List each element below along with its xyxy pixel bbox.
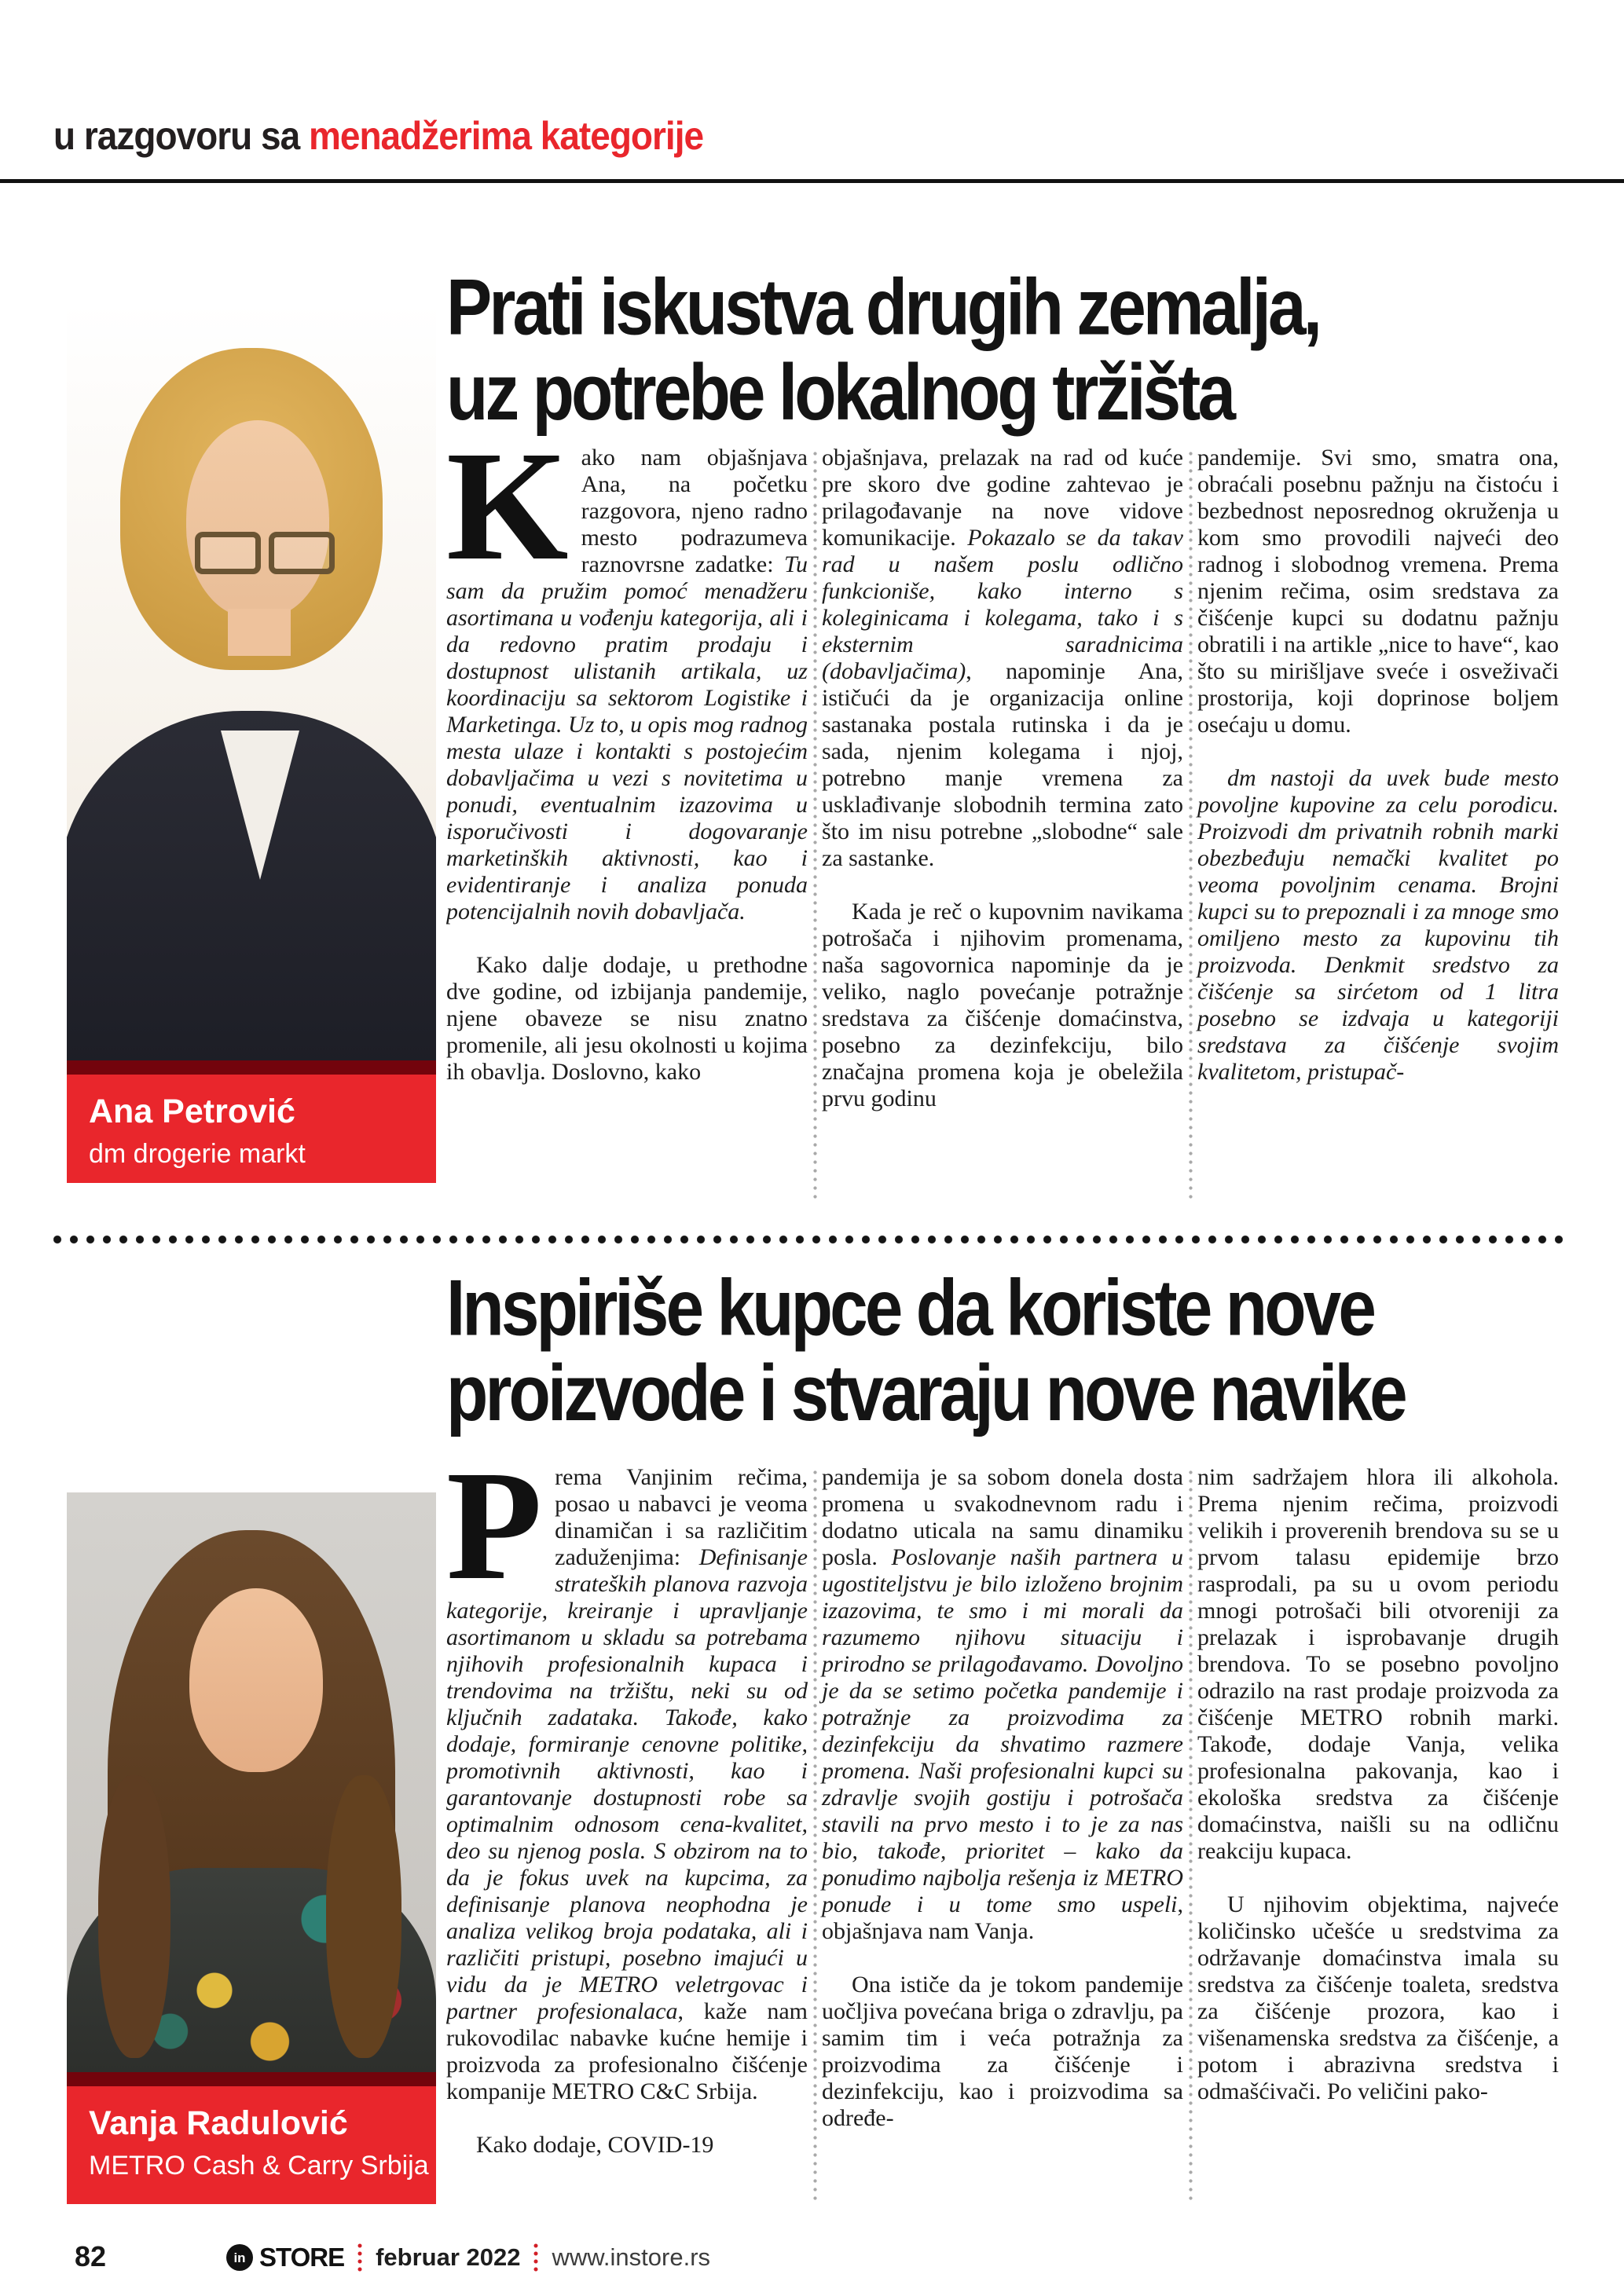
body-paragraph (446, 952, 808, 1086)
body-paragraph (1197, 445, 1559, 738)
drop-cap: K (446, 445, 569, 593)
text-run: U njihovim objektima, najveće količinsko učešće u sredstvima za održavanje domaćinstva imala su sredstva za čišćenje toaleta, sredstva za čišćenje prozora, kao i višenamenska sredstva za čišćenje, a potom i abrazivna sredstva i odmašćivači. Po veličini pako- (1197, 1891, 1559, 2104)
body-column-3 (1197, 445, 1559, 1086)
body-column-2 (822, 1464, 1183, 2132)
quote-run: Pokazalo se da takav rad u našem poslu odlično funkcioniše, kako interno s koleginicama i kolegama, tako i s eksternim saradnicima (dobavljačima) (822, 525, 1183, 684)
article-body (446, 1464, 1571, 2210)
body-column-3 (1197, 1464, 1559, 2105)
website-url: www.instore.rs (552, 2243, 711, 2271)
title-line: Inspiriše kupce da koriste nove (446, 1264, 1374, 1353)
instore-logo (226, 2243, 344, 2272)
text-run: rema Vanjinim rečima, posao u nabavci je veoma dinamičan i sa različitim zaduženjima: (555, 1464, 808, 1570)
person-caption (67, 2086, 436, 2204)
text-run: , kaže nam rukovodilac nabavke kućne hemije i proizvoda za profesionalno čišćenje kompanije METRO C&C Srbija. (446, 1998, 808, 2104)
title-line: proizvode i stvaraju nove navike (446, 1349, 1405, 1438)
person-name: Ana Petrović (89, 1093, 295, 1130)
text-run: , napominje Ana, ističući da je organizacija online sastanaka postala rutinska i da je sada, njenim kolegama i njoj, potrebno manje vremena za usklađivanje slobodnih termina zato što im nisu potrebne „slobodne“ sale za sastanke. (822, 658, 1183, 871)
page-number: 82 (75, 2240, 107, 2272)
header-rule (0, 179, 1624, 183)
body-column-1 (446, 445, 808, 1086)
instore-logo-icon: in (226, 2244, 253, 2271)
section-kicker (53, 113, 704, 158)
article-title (446, 265, 1319, 436)
text-run: objašnjava, prelazak na rad od kuće pre skoro dve godine zahtevao je prilagođavanje na nove vidove komunikacije. (822, 445, 1183, 551)
text-run: pandemije. Svi smo, smatra ona, obraćali posebnu pažnju na čistoću i bezbednost neposrednog okruženja u kom smo provodili najveći deo radnog i slobodnog vremena. Prema njenim rečima, osim sredstava za čišćenje kupci su dodatnu pažnju obratili i na artikle „nice to have“, kao što su mirišljave sveće i osveživači prostorija, koji doprinose boljem osećaju u domu. (1197, 445, 1559, 738)
footer-divider (357, 2243, 362, 2272)
neck-shape (228, 609, 291, 656)
title-line: uz potrebe lokalnog tržišta (446, 349, 1234, 438)
caption-stripe (67, 2072, 436, 2086)
instore-logo-word: STORE (259, 2243, 345, 2272)
body-column-1 (446, 1464, 808, 2159)
quote-run: Poslovanje naših partnera u ugostiteljstvu je bilo izloženo brojnim izazovima, te smo i mi morali da razumemo njihovu situaciju i prirodno se prilagođavamo. Dovoljno je da se setimo početka pandemije i potražnje za proizvodima za dezinfekciju da shvatimo razmere promena. Naši profesionalni kupci su zdravlje svojih gostiju i potrošača stavili na prvo mesto i to je za nas bio, takođe, prioritet – kako da ponudimo najbolja rešenja iz METRO ponude i u tome smo uspeli (822, 1544, 1184, 1917)
text-run: ako nam objašnjava Ana, na početku razgovora, njeno radno mesto podrazumeva raznovrsne zadatke: (581, 445, 808, 577)
caption-stripe (67, 1060, 436, 1075)
quote-run: Definisanje strateških planova razvoja kategorije, kreiranje i upravljanje asortimanom u skladu sa potrebama njihovih profesionalnih kupaca i trendovima na tržištu, neki su od ključnih zadataka. Takođe, kako dodaje, formiranje cenovne politike, promotivnih aktivnosti, kao i garantovanje dostupnosti robe sa optimalnim odnosom cena-kvalitet, deo su njenog posla. S obzirom na to da je fokus uvek na kupcima, za definisanje planova neophodna je analiza velikog broja podataka, ali i različiti pristupi, posebno imajući u vidu da je METRO veletrgovac i partner profesionalaca (446, 1544, 808, 2024)
footer-cluster (226, 2236, 710, 2280)
body-column-2 (822, 445, 1183, 1112)
text-run: pandemija je sa sobom donela dosta promena u svakodnevnom radu i dodatno uticala na samu dinamiku posla. (822, 1464, 1183, 1570)
quote-run: Tu sam da pružim pomoć menadžeru asortimana u vođenju kategorija, ali i da redovno pratim prodaju i dostupnost ulistanih artikala, uz koordinaciju sa sektorom Logistike i Marketinga. Uz to, u opis mog radnog mesta ulaze i kontakti s postojećim dobavljačima u vezi s novitetima u ponudi, eventualnim izazovima u isporučivosti i dogovaranje marketinških aktivnosti, kao i evidentiranje i analiza ponuda potencijalnih novih dobavljača. (446, 551, 808, 925)
body-paragraph (822, 1972, 1183, 2132)
face-shape (186, 420, 329, 618)
column-divider (813, 1470, 817, 2201)
title-line: Prati iskustva drugih zemalja, (446, 263, 1320, 352)
person-company: METRO Cash & Carry Srbija (89, 2151, 429, 2181)
article-body (446, 445, 1571, 1218)
person-name: Vanja Radulović (89, 2104, 348, 2142)
body-paragraph (822, 445, 1183, 872)
body-paragraph (446, 445, 808, 925)
article-separator (53, 1235, 1571, 1244)
glasses-shape (195, 532, 335, 574)
column-divider (1189, 1470, 1193, 2201)
issue-date: februar 2022 (376, 2243, 521, 2271)
body-paragraph (1197, 1891, 1559, 2105)
text-run: Kada je reč o kupovnim navikama potrošača i njihovim promenama, naša sagovornica napominje da je veliko, naglo povećanje potražnje sredstava za čišćenje domaćinstva, posebno za dezinfekciju, bilo značajna promena koja je obeležila prvu godinu (822, 899, 1183, 1111)
column-divider (1189, 452, 1193, 1202)
text-run: , objašnjava nam Vanja. (822, 1891, 1183, 1944)
kicker-highlight: menadžerima kategorije (308, 113, 704, 158)
body-paragraph (1197, 765, 1559, 1086)
text-run: nim sadržajem hlora ili alkohola. Prema njenim rečima, proizvodi velikih i proverenih brendova su se u prvom talasu epidemije brzo rasprodali, pa su u ovom periodu mnogi potrošači bili otvoreniji za prelazak i isprobavanje drugih brendova. To se posebno povoljno odrazilo na rast prodaje proizvoda za čišćenje METRO robnih marki. Takođe, dodaje Vanja, velika profesionalna pakovanja, kao i ekološka sredstva za čišćenje domaćinstva, naišli su na odličnu reakciju kupaca. (1197, 1464, 1559, 1864)
text-run: Kako dodaje, COVID-19 (476, 2132, 714, 2158)
vanja-radulovic-photo (67, 1492, 436, 2072)
ana-petrovic-photo (67, 302, 436, 1060)
body-paragraph (446, 1464, 808, 2105)
body-paragraph (822, 899, 1183, 1112)
hair-strand-shape (98, 1775, 170, 2058)
body-paragraph (822, 1464, 1183, 1945)
column-divider (813, 452, 817, 1202)
drop-cap: P (446, 1464, 543, 1613)
text-run: Ona ističe da je tokom pandemije uočljiva povećana briga o zdravlju, pa samim tim i veća potražnja za proizvodima za čišćenje i dezinfekciju, kao i proizvodima sa određe- (822, 1972, 1183, 2131)
body-paragraph (446, 2132, 808, 2159)
quote-run: dm nastoji da uvek bude mesto povoljne kupovine za celu porodicu. Proizvodi dm privatnih robnih marki obezbeđuju nemački kvalitet po veoma povoljnim cenama. Brojni kupci su to prepoznali i za mnoge smo omiljeno mesto za kupovinu tih proizvoda. Denkmit sredstvo za čišćenje sa sirćetom od 1 litra posebno se izdvaja u kategoriji sredstava za čišćenje svojim kvalitetom, pristupač- (1197, 765, 1559, 1085)
footer-divider (533, 2243, 538, 2272)
page-footer (0, 2236, 1624, 2291)
person-company: dm drogerie markt (89, 1139, 306, 1169)
person-caption (67, 1075, 436, 1183)
kicker-prefix: u razgovoru sa (53, 113, 309, 158)
face-shape (189, 1588, 323, 1772)
text-run: Kako dalje dodaje, u prethodne dve godine, od izbijanja pandemije, njene obaveze se nisu znatno promenile, ali jesu okolnosti u kojima ih obavlja. Doslovno, kako (446, 952, 808, 1085)
body-paragraph (1197, 1464, 1559, 1865)
hair-strand-shape (326, 1775, 401, 2058)
article-title (446, 1266, 1405, 1437)
